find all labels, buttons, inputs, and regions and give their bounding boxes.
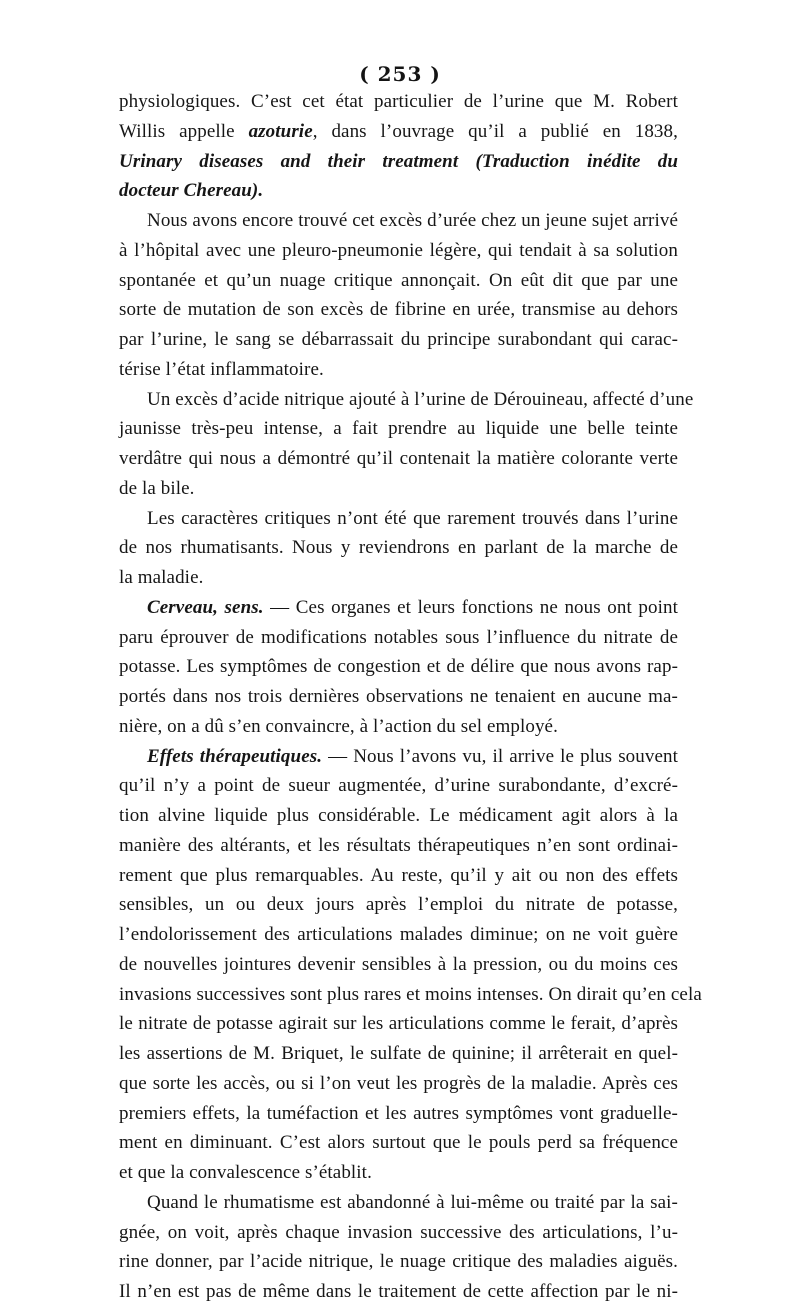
text-line: sensibles, un ou deux jours après l’emploi du nitrate de potasse, — [119, 894, 678, 916]
text-line: nière, on a dû s’en convaincre, à l’action du sel employé. — [119, 715, 558, 737]
text-line: Effets thérapeutiques. — Nous l’avons vu, il arrive le plus souvent — [147, 745, 678, 767]
text-line: premiers effets, la tuméfaction et les autres symptômes vont graduelle- — [119, 1102, 678, 1124]
text-line: les assertions de M. Briquet, le sulfate de quinine; il arrêterait en quel- — [119, 1043, 678, 1064]
text-line: potasse. Les symptômes de congestion et de délire que nous avons rap- — [119, 656, 678, 678]
text-line: de nos rhumatisants. Nous y reviendrons en parlant de la marche de — [119, 537, 678, 559]
text-line: Les caractères critiques n’ont été que rarement trouvés dans l’urine — [147, 507, 678, 529]
text-line: la maladie. — [119, 567, 204, 588]
text-line: tion alvine liquide plus considérable. Le médicament agit alors à la — [119, 805, 678, 826]
book-title-text: docteur Chereau). — [119, 180, 264, 202]
text-line: à l’hôpital avec une pleuro-pneumonie légère, qui tendait à sa solution — [119, 239, 678, 261]
term-azoturie: azoturie — [248, 120, 313, 142]
text-line: rine donner, par l’acide nitrique, le nuage critique des maladies aiguës. — [119, 1251, 678, 1273]
page-number: ( 253 ) — [359, 62, 441, 86]
text-line: de nouvelles jointures devenir sensibles à la pression, ou du moins ces — [119, 953, 678, 975]
text-line: Nous avons encore trouvé cet excès d’urée chez un jeune sujet arrivé — [147, 210, 678, 231]
text-line: Un excès d’acide nitrique ajouté à l’urine de Dérouineau, affecté d’une — [147, 388, 694, 410]
text-line: paru éprouver de modifications notables sous l’influence du nitrate de — [119, 626, 678, 648]
text-line: qu’il n’y a point de sueur augmentée, d’urine surabondante, d’excré- — [119, 775, 678, 797]
text-line: jaunisse très-peu intense, a fait prendre au liquide une belle teinte — [119, 418, 678, 440]
text-line: spontanée et qu’un nuage critique annonçait. On eût dit que par une — [119, 269, 678, 291]
text-line: de la bile. — [119, 477, 195, 499]
text-line: Quand le rhumatisme est abandonné à lui-même ou traité par la sai- — [147, 1191, 678, 1213]
text-line: portés dans nos trois dernières observations ne tenaient en aucune ma- — [119, 686, 678, 707]
text-line: par l’urine, le sang se débarrassait du principe surabondant qui carac- — [119, 329, 678, 350]
text-line: physiologiques. C’est cet état particulier de l’urine que M. Robert — [119, 91, 678, 112]
section-heading: Cerveau, sens. — [147, 596, 264, 618]
body-text — [119, 87, 702, 1307]
text-line: sorte de mutation de son excès de fibrine en urée, transmise au dehors — [119, 299, 678, 321]
text-line: manière des altérants, et les résultats thérapeutiques n’en sont ordinai- — [119, 834, 678, 856]
text-line: Il n’en est pas de même dans le traitement de cette affection par le ni- — [119, 1281, 678, 1302]
text-line — [119, 147, 678, 177]
text-line: le nitrate de potasse agirait sur les articulations comme le ferait, d’après — [119, 1013, 678, 1035]
text-line: rement que plus remarquables. Au reste, qu’il y ait ou non des effets — [119, 864, 678, 886]
text-line: gnée, on voit, après chaque invasion successive des articulations, l’u- — [119, 1221, 678, 1243]
text-line: Cerveau, sens. — Ces organes et leurs fonctions ne nous ont point — [147, 596, 678, 618]
text-line: Willis appelle azoturie, dans l’ouvrage qu’il a publié en 1838, — [119, 120, 678, 142]
text-line: l’endolorissement des articulations malades diminue; on ne voit guère — [119, 924, 678, 945]
text-line: et que la convalescence s’établit. — [119, 1162, 372, 1183]
text-line: ment en diminuant. C’est alors surtout que le pouls perd sa fréquence — [119, 1132, 678, 1154]
text-line: térise l’état inflammatoire. — [119, 358, 324, 380]
text-line: invasions successives sont plus rares et moins intenses. On dirait qu’en cela — [119, 983, 702, 1005]
book-title-text: Urinary diseases and their treatment (Traduction inédite du — [119, 150, 678, 172]
text-line — [119, 176, 678, 206]
text-line: que sorte les accès, ou si l’on veut les progrès de la maladie. Après ces — [119, 1072, 678, 1094]
section-heading: Effets thérapeutiques. — [147, 745, 323, 767]
text-line: verdâtre qui nous a démontré qu’il contenait la matière colorante verte — [119, 448, 678, 469]
